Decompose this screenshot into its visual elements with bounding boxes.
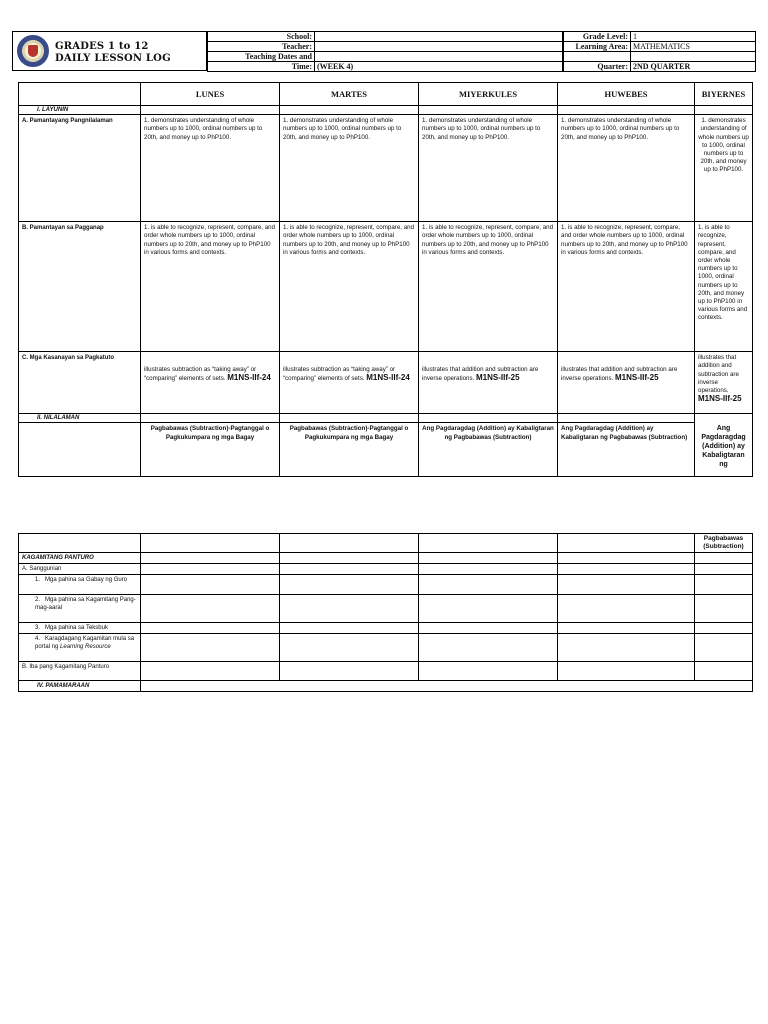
cell-competency-lunes[interactable] — [141, 352, 280, 414]
row-label-pamantayang-pangnilalaman: A. Pamantayang Pangnilalaman — [19, 115, 141, 222]
row-label-sanggunian: A. Sanggunian — [19, 564, 141, 575]
row-label-teksbuk: 3. Mga pahina sa Teksbuk — [19, 623, 141, 634]
row-label-karagdagang-kagamitan: 4. Karagdagang Kagamitan mula sa portal ng Learning Resource — [19, 634, 141, 662]
cell-competency-miyerkules[interactable] — [419, 352, 558, 414]
cell-competency-biyernes[interactable] — [695, 352, 753, 414]
section-kagamitang-panturo: KAGAMITANG PANTURO — [19, 553, 141, 564]
competency-code: M1NS-IIf-25 — [476, 373, 520, 383]
field-label-dates: Teaching Dates and — [208, 52, 315, 62]
cell-content-biyernes[interactable]: Ang Pagdaragdag (Addition) ay Kabaligtaran ng — [695, 414, 753, 477]
field-value-area[interactable]: MATHEMATICS — [631, 42, 756, 52]
field-label-grade: Grade Level: — [564, 32, 631, 42]
lesson-log-table — [18, 82, 753, 477]
cell-competency-martes[interactable] — [280, 352, 419, 414]
field-label-school: School: — [208, 32, 315, 42]
day-header-martes: MARTES — [280, 83, 419, 106]
table-row-karagdagang-kagamitan — [19, 634, 753, 662]
table-row-competencies — [19, 352, 753, 414]
table-row-content — [19, 423, 753, 477]
competency-text: illustrates that addition and subtraction are inverse operations. — [698, 354, 739, 395]
field-value-week[interactable]: (WEEK 4) — [315, 62, 563, 72]
table-row-teksbuk — [19, 623, 753, 634]
table-row-kagamitang — [19, 553, 753, 564]
cell-content-martes[interactable]: Pagbabawas (Subtraction)-Pagtanggal o Pagkukumpara ng mga Bagay — [280, 423, 419, 477]
field-label-time: Time: — [208, 62, 315, 72]
table-row-content-standard — [19, 115, 753, 222]
cell-content-biyernes-continued[interactable]: Pagbabawas (Subtraction) — [695, 534, 753, 553]
day-header-miyerkules: MIYERKULES — [419, 83, 558, 106]
row-label-kasanayan: C. Mga Kasanayan sa Pagkatuto — [19, 352, 141, 414]
cell-content-standard-huwebes[interactable]: 1. demonstrates understanding of whole numbers up to 1000, ordinal numbers up to 20th, and money up to PhP100. — [558, 115, 695, 222]
cell-content-standard-miyerkules[interactable]: 1. demonstrates understanding of whole numbers up to 1000, ordinal numbers up to 20th, and money up to PhP100. — [419, 115, 558, 222]
field-value-grade[interactable]: 1 — [631, 32, 756, 42]
cell-performance-huwebes[interactable]: 1. is able to recognize, represent, compare, and order whole numbers up to 1000, ordinal numbers up to 20th, and money up to PhP100 in various forms and contexts. — [558, 222, 695, 352]
cell-performance-martes[interactable]: 1. is able to recognize, represent, compare, and order whole numbers up to 1000, ordinal numbers up to 20th, and money up to PhP100 in various forms and contexts. — [280, 222, 419, 352]
section-layunin: I. LAYUNIN — [19, 106, 141, 115]
competency-text: illustrates subtraction as “taking away” or “comparing” elements of sets. — [144, 366, 257, 383]
cell-content-standard-lunes[interactable]: 1. demonstrates understanding of whole numbers up to 1000, ordinal numbers up to 20th, and money up to PhP100. — [141, 115, 280, 222]
table-row-layunin — [19, 106, 753, 115]
row-label-kagamitang-pang-mag-aaral: 2. Mga pahina sa Kagamitang Pang-mag-aaral — [19, 595, 141, 623]
row-label-pamantayan-sa-pagganap: B. Pamantayan sa Pagganap — [19, 222, 141, 352]
cell-content-lunes[interactable]: Pagbabawas (Subtraction)-Pagtanggal o Pagkukumpara ng mga Bagay — [141, 423, 280, 477]
competency-code: M1NS-IIf-24 — [227, 373, 271, 383]
field-value-teacher[interactable] — [315, 42, 563, 52]
day-header-lunes: LUNES — [141, 83, 280, 106]
section-nilalaman: II. NILALAMAN — [19, 414, 141, 423]
table-row-gabay-ng-guro — [19, 575, 753, 595]
table-row-iba-pang-kagamitan — [19, 662, 753, 681]
competency-code: M1NS-IIf-25 — [615, 373, 659, 383]
field-label-teacher: Teacher: — [208, 42, 315, 52]
table-row-sanggunian — [19, 564, 753, 575]
competency-text: illustrates subtraction as “taking away” or “comparing” elements of sets. — [283, 366, 396, 383]
cell-content-standard-biyernes[interactable]: 1. demonstrates understanding of whole numbers up to 1000, ordinal numbers up to 20th, and money up to PhP100. — [695, 115, 753, 222]
day-header-biyernes: BIYERNES — [695, 83, 753, 106]
table-row-content-continued — [19, 534, 753, 553]
competency-code: M1NS-IIf-24 — [366, 373, 410, 383]
day-header-huwebes: HUWEBES — [558, 83, 695, 106]
field-value-school[interactable] — [315, 32, 563, 42]
field-label-blank — [564, 52, 631, 62]
cell-content-huwebes[interactable]: Ang Pagdaragdag (Addition) ay Kabaligtaran ng Pagbabawas (Subtraction) — [558, 423, 695, 477]
row-label-gabay-ng-guro: 1. Mga pahina sa Gabay ng Guro — [19, 575, 141, 595]
competency-code: M1NS-IIf-25 — [698, 394, 742, 404]
field-label-quarter: Quarter: — [564, 62, 631, 72]
cell-content-miyerkules[interactable]: Ang Pagdaragdag (Addition) ay Kabaligtaran ng Pagbabawas (Subtraction) — [419, 423, 558, 477]
field-value-blank[interactable] — [631, 52, 756, 62]
table-row-pamamaraan — [19, 681, 753, 692]
lesson-log-table-continued — [18, 533, 753, 692]
deped-seal-icon — [17, 35, 49, 67]
table-row-performance-standard — [19, 222, 753, 352]
row-label-iba-pang-kagamitan: B. Iba pang Kagamitang Panturo — [19, 662, 141, 681]
header-blank — [19, 83, 141, 106]
cell-performance-miyerkules[interactable]: 1. is able to recognize, represent, compare, and order whole numbers up to 1000, ordinal numbers up to 20th, and money up to PhP100 in various forms and contexts. — [419, 222, 558, 352]
header-info-right — [563, 31, 756, 72]
section-pamamaraan: IV. PAMAMARAAN — [19, 681, 141, 692]
cell-performance-biyernes[interactable]: 1. is able to recognize, represent, compare, and order whole numbers up to 1000, ordinal numbers up to 20th, and money up to PhP100 in various forms and contexts. — [695, 222, 753, 352]
field-value-dates[interactable] — [315, 52, 563, 62]
table-header-row — [19, 83, 753, 106]
table-row-kagamitang-pang-mag-aaral — [19, 595, 753, 623]
competency-text: illustrates that addition and subtraction are inverse operations. — [422, 366, 539, 383]
cell-content-standard-martes[interactable]: 1. demonstrates understanding of whole numbers up to 1000, ordinal numbers up to 20th, and money up to PhP100. — [280, 115, 419, 222]
field-value-quarter[interactable]: 2ND QUARTER — [631, 62, 756, 72]
document-title: GRADES 1 to 12 DAILY LESSON LOG — [55, 41, 171, 64]
cell-performance-lunes[interactable]: 1. is able to recognize, represent, compare, and order whole numbers up to 1000, ordinal numbers up to 20th, and money up to PhP100 in various forms and contexts. — [141, 222, 280, 352]
competency-text: illustrates that addition and subtraction are inverse operations. — [561, 366, 678, 383]
field-label-area: Learning Area: — [564, 42, 631, 52]
header-info-left — [207, 31, 563, 72]
logo-box — [12, 31, 207, 71]
table-row-nilalaman-label — [19, 414, 753, 423]
cell-competency-huwebes[interactable] — [558, 352, 695, 414]
